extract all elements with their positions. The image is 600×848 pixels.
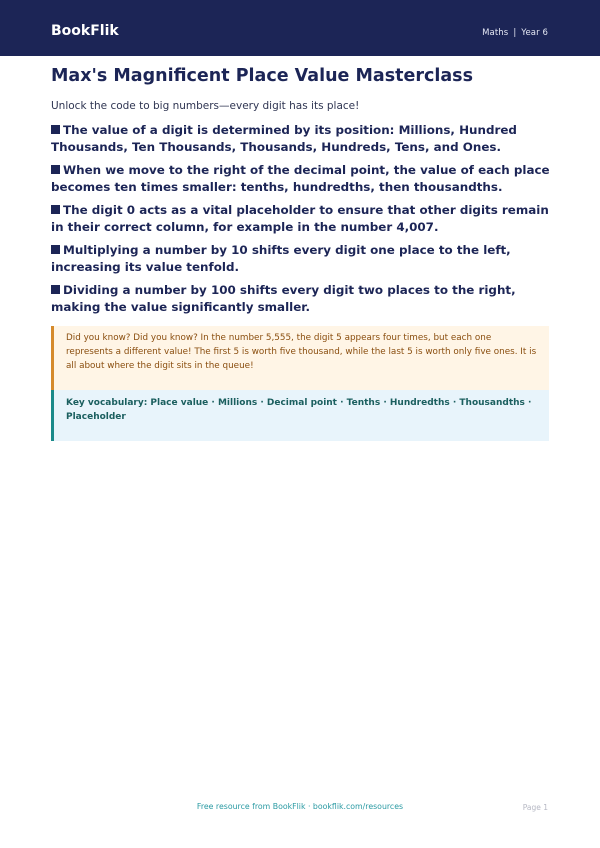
page-title: Max's Magnificent Place Value Masterclass — [51, 66, 474, 86]
key-point-text: The value of a digit is determined by its position: Millions, Hundred Thousands, Ten Thousands, Thousands, Hundreds, Tens, and Ones. — [51, 123, 517, 154]
bullet-square-icon — [51, 205, 60, 214]
page-number: Page 1 — [522, 803, 548, 812]
year-label: Year 6 — [521, 28, 548, 38]
key-point-text: The digit 0 acts as a vital placeholder to ensure that other digits remain in their correct column, for example in the number 4,007. — [51, 203, 549, 234]
subject-label: Maths — [482, 28, 509, 38]
key-point — [51, 122, 551, 156]
meta-separator: | — [513, 28, 517, 38]
header-meta — [482, 28, 548, 38]
bullet-square-icon — [51, 245, 60, 254]
key-point — [51, 242, 551, 276]
footer-link[interactable]: Free resource from BookFlik · bookflik.com/resources — [196, 802, 404, 811]
fact-callout: Did you know? Did you know? In the number 5,555, the digit 5 appears four times, but each one represents a different value! The first 5 is worth five thousand, while the last 5 is worth only five ones. It is all about where the digit sits in the queue! — [51, 326, 549, 390]
key-point — [51, 202, 551, 236]
key-point — [51, 282, 551, 316]
page-subtitle: Unlock the code to big numbers—every digit has its place! — [51, 100, 360, 112]
key-points-list — [51, 122, 551, 322]
vocabulary-callout: Key vocabulary: Place value · Millions · Decimal point · Tenths · Hundredths · Thousandths · Placeholder — [51, 390, 549, 441]
key-point-text: When we move to the right of the decimal point, the value of each place becomes ten times smaller: tenths, hundredths, then thousandths. — [51, 163, 550, 194]
bullet-square-icon — [51, 165, 60, 174]
bullet-square-icon — [51, 285, 60, 294]
header-bar — [0, 0, 600, 56]
key-point — [51, 162, 551, 196]
bullet-square-icon — [51, 125, 60, 134]
brand-logo[interactable]: BookFlik — [51, 23, 119, 39]
key-point-text: Dividing a number by 100 shifts every digit two places to the right, making the value significantly smaller. — [51, 283, 516, 314]
key-point-text: Multiplying a number by 10 shifts every digit one place to the left, increasing its value tenfold. — [51, 243, 511, 274]
